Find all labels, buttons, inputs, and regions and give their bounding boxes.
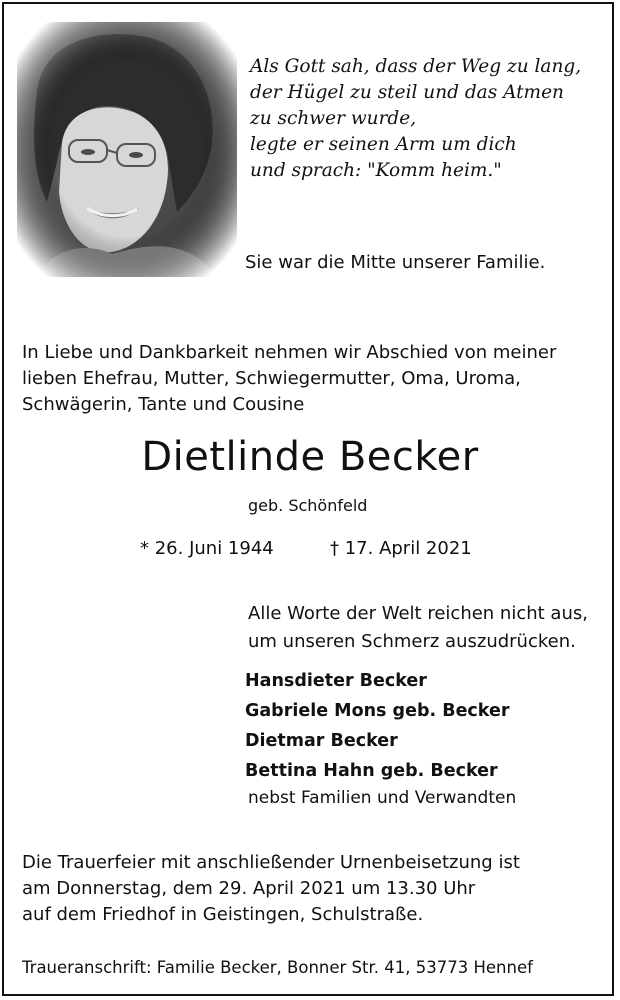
relatives-line: nebst Familien und Verwandten [248, 788, 517, 808]
condolence-saying [248, 600, 588, 656]
mourner-name: Bettina Hahn geb. Becker [245, 761, 498, 781]
family-center-line: Sie war die Mitte unserer Familie. [245, 252, 546, 273]
mourner-name: Dietmar Becker [245, 731, 398, 751]
intro-line: Schwägerin, Tante und Cousine [22, 394, 305, 415]
death-date: † 17. April 2021 [330, 538, 472, 559]
mourner-name: Hansdieter Becker [245, 671, 427, 691]
poem-line: und sprach: "Komm heim." [250, 160, 502, 181]
funeral-info [22, 850, 520, 928]
mourner-name: Gabriele Mons geb. Becker [245, 701, 510, 721]
mourners-list [245, 666, 509, 786]
poem-line: Als Gott sah, dass der Weg zu lang, [250, 56, 582, 77]
saying-line: Alle Worte der Welt reichen nicht aus, [248, 603, 588, 624]
intro-line: In Liebe und Dankbarkeit nehmen wir Abschied von meiner [22, 342, 557, 363]
maiden-name: geb. Schönfeld [248, 496, 368, 515]
farewell-intro [22, 340, 612, 418]
mourning-address: Traueranschrift: Familie Becker, Bonner Str. 41, 53773 Hennef [22, 958, 533, 977]
funeral-line: am Donnerstag, dem 29. April 2021 um 13.30 Uhr [22, 878, 476, 899]
poem [250, 54, 600, 184]
portrait-photo [17, 22, 237, 277]
funeral-line: Die Trauerfeier mit anschließender Urnenbeisetzung ist [22, 852, 520, 873]
funeral-line: auf dem Friedhof in Geistingen, Schulstraße. [22, 904, 424, 925]
intro-line: lieben Ehefrau, Mutter, Schwiegermutter, Oma, Uroma, [22, 368, 521, 389]
birth-date: * 26. Juni 1944 [140, 538, 274, 559]
poem-line: legte er seinen Arm um dich [250, 134, 517, 155]
poem-line: zu schwer wurde, [250, 108, 417, 129]
saying-line: um unseren Schmerz auszudrücken. [248, 631, 576, 652]
deceased-name: Dietlinde Becker [141, 434, 479, 480]
poem-line: der Hügel zu steil und das Atmen [250, 82, 564, 103]
